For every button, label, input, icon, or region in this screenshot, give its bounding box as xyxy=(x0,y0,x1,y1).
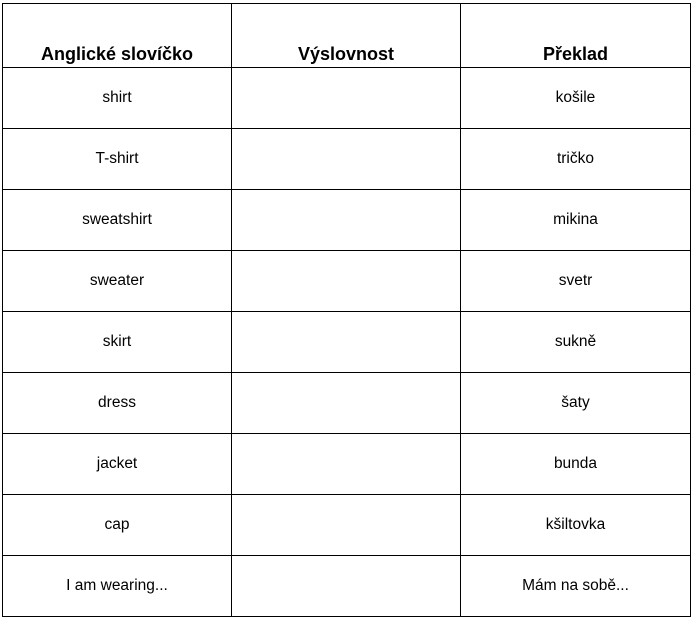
translation-cell: šaty xyxy=(461,373,691,434)
translation-cell: mikina xyxy=(461,190,691,251)
table-row xyxy=(3,312,691,373)
header-row xyxy=(3,4,691,68)
english-word-cell: sweatshirt xyxy=(3,190,232,251)
english-word-cell: cap xyxy=(3,495,232,556)
english-word-cell: shirt xyxy=(3,68,232,129)
table-row xyxy=(3,129,691,190)
translation-cell: svetr xyxy=(461,251,691,312)
header-translation: Překlad xyxy=(461,4,691,68)
pronunciation-cell xyxy=(232,251,461,312)
english-word-cell: T-shirt xyxy=(3,129,232,190)
translation-cell: sukně xyxy=(461,312,691,373)
pronunciation-cell xyxy=(232,495,461,556)
pronunciation-cell xyxy=(232,68,461,129)
table-row xyxy=(3,251,691,312)
translation-cell: bunda xyxy=(461,434,691,495)
english-word-cell: sweater xyxy=(3,251,232,312)
table-row xyxy=(3,434,691,495)
pronunciation-cell xyxy=(232,312,461,373)
table-row xyxy=(3,373,691,434)
english-word-cell: dress xyxy=(3,373,232,434)
pronunciation-cell xyxy=(232,434,461,495)
pronunciation-cell xyxy=(232,190,461,251)
table-row xyxy=(3,495,691,556)
translation-cell: kšiltovka xyxy=(461,495,691,556)
pronunciation-cell xyxy=(232,556,461,617)
pronunciation-cell xyxy=(232,129,461,190)
english-word-cell: I am wearing... xyxy=(3,556,232,617)
english-word-cell: skirt xyxy=(3,312,232,373)
vocabulary-table xyxy=(2,3,691,617)
table-row xyxy=(3,556,691,617)
english-word-cell: jacket xyxy=(3,434,232,495)
table-row xyxy=(3,190,691,251)
header-pronunciation: Výslovnost xyxy=(232,4,461,68)
translation-cell: košile xyxy=(461,68,691,129)
translation-cell: tričko xyxy=(461,129,691,190)
table-row xyxy=(3,68,691,129)
translation-cell: Mám na sobě... xyxy=(461,556,691,617)
pronunciation-cell xyxy=(232,373,461,434)
header-english-word: Anglické slovíčko xyxy=(3,4,232,68)
